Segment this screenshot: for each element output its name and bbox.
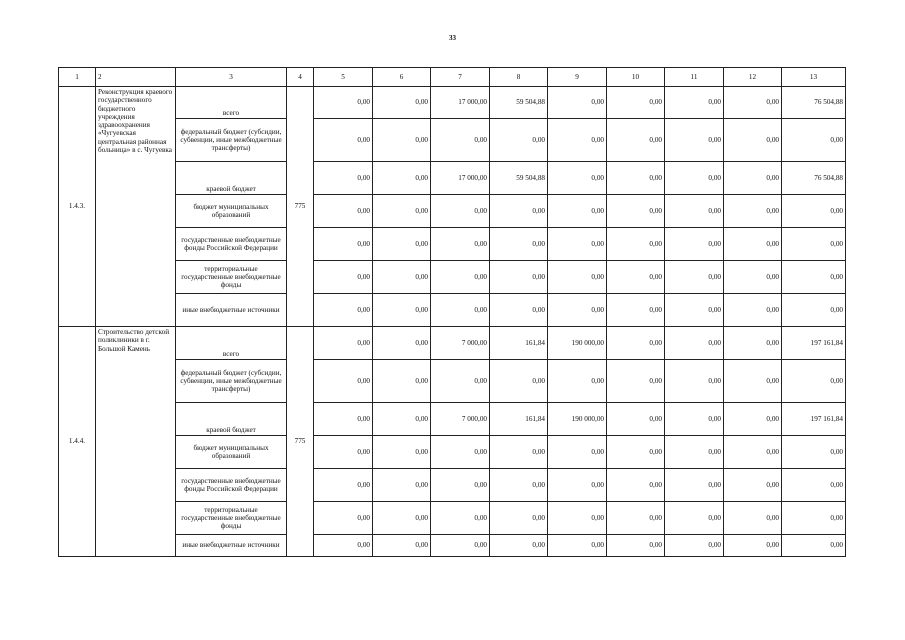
project-name: Реконструкция краевого государственного бюджетного учреждения здравоохранения «Чугуевская центральная районная больница» в с. Чугуевка bbox=[96, 87, 176, 327]
amount-cell: 0,00 bbox=[431, 535, 490, 557]
column-number: 2 bbox=[96, 68, 176, 87]
amount-cell: 0,00 bbox=[665, 87, 724, 119]
amount-cell: 0,00 bbox=[607, 119, 665, 162]
funding-source: государственные внебюджетные фонды Российской Федерации bbox=[176, 469, 287, 502]
amount-cell: 7 000,00 bbox=[431, 403, 490, 436]
amount-cell: 0,00 bbox=[314, 436, 373, 469]
budget-table bbox=[58, 67, 846, 557]
column-number: 13 bbox=[782, 68, 846, 87]
funding-source: всего bbox=[176, 327, 287, 360]
amount-cell: 0,00 bbox=[665, 261, 724, 294]
table-body bbox=[59, 87, 846, 557]
amount-cell: 0,00 bbox=[548, 436, 607, 469]
amount-cell: 0,00 bbox=[607, 327, 665, 360]
amount-cell: 0,00 bbox=[548, 195, 607, 228]
amount-cell: 0,00 bbox=[665, 228, 724, 261]
table-row bbox=[59, 360, 846, 403]
amount-cell: 0,00 bbox=[373, 294, 431, 327]
column-number: 9 bbox=[548, 68, 607, 87]
amount-cell: 0,00 bbox=[607, 195, 665, 228]
amount-cell: 190 000,00 bbox=[548, 403, 607, 436]
amount-cell: 0,00 bbox=[782, 195, 846, 228]
amount-cell: 0,00 bbox=[314, 195, 373, 228]
amount-cell: 0,00 bbox=[431, 360, 490, 403]
column-number: 12 bbox=[724, 68, 782, 87]
amount-cell: 0,00 bbox=[782, 502, 846, 535]
amount-cell: 76 504,88 bbox=[782, 162, 846, 195]
amount-cell: 0,00 bbox=[782, 294, 846, 327]
column-number: 3 bbox=[176, 68, 287, 87]
amount-cell: 59 504,88 bbox=[490, 162, 548, 195]
amount-cell: 0,00 bbox=[373, 327, 431, 360]
amount-cell: 0,00 bbox=[373, 87, 431, 119]
amount-cell: 0,00 bbox=[724, 119, 782, 162]
amount-cell: 0,00 bbox=[373, 502, 431, 535]
funding-source: краевой бюджет bbox=[176, 403, 287, 436]
amount-cell: 0,00 bbox=[782, 228, 846, 261]
amount-cell: 0,00 bbox=[490, 360, 548, 403]
amount-cell: 0,00 bbox=[607, 162, 665, 195]
amount-cell: 0,00 bbox=[314, 294, 373, 327]
table-row bbox=[59, 327, 846, 360]
amount-cell: 0,00 bbox=[782, 360, 846, 403]
amount-cell: 0,00 bbox=[665, 195, 724, 228]
column-number: 7 bbox=[431, 68, 490, 87]
amount-cell: 161,84 bbox=[490, 403, 548, 436]
amount-cell: 0,00 bbox=[724, 228, 782, 261]
amount-cell: 0,00 bbox=[373, 195, 431, 228]
amount-cell: 0,00 bbox=[314, 360, 373, 403]
amount-cell: 0,00 bbox=[490, 294, 548, 327]
amount-cell: 0,00 bbox=[782, 436, 846, 469]
table-row bbox=[59, 403, 846, 436]
amount-cell: 0,00 bbox=[548, 535, 607, 557]
amount-cell: 0,00 bbox=[665, 469, 724, 502]
funding-source: всего bbox=[176, 87, 287, 119]
funding-source: иные внебюджетные источники bbox=[176, 535, 287, 557]
amount-cell: 0,00 bbox=[782, 469, 846, 502]
project-code: 1.4.3. bbox=[59, 87, 96, 327]
amount-cell: 0,00 bbox=[431, 195, 490, 228]
funding-source: государственные внебюджетные фонды Российской Федерации bbox=[176, 228, 287, 261]
amount-cell: 0,00 bbox=[724, 469, 782, 502]
project-code: 1.4.4. bbox=[59, 327, 96, 557]
amount-cell: 0,00 bbox=[490, 469, 548, 502]
amount-cell: 0,00 bbox=[724, 502, 782, 535]
amount-cell: 76 504,88 bbox=[782, 87, 846, 119]
amount-cell: 0,00 bbox=[373, 119, 431, 162]
amount-cell: 0,00 bbox=[724, 261, 782, 294]
amount-cell: 0,00 bbox=[607, 87, 665, 119]
table-row bbox=[59, 87, 846, 119]
amount-cell: 0,00 bbox=[665, 294, 724, 327]
amount-cell: 0,00 bbox=[548, 294, 607, 327]
amount-cell: 0,00 bbox=[373, 360, 431, 403]
table-row bbox=[59, 261, 846, 294]
amount-cell: 0,00 bbox=[724, 360, 782, 403]
amount-cell: 0,00 bbox=[724, 162, 782, 195]
column-number: 8 bbox=[490, 68, 548, 87]
amount-cell: 0,00 bbox=[665, 119, 724, 162]
amount-cell: 7 000,00 bbox=[431, 327, 490, 360]
column-number: 10 bbox=[607, 68, 665, 87]
amount-cell: 0,00 bbox=[314, 162, 373, 195]
funding-source: краевой бюджет bbox=[176, 162, 287, 195]
table-row bbox=[59, 195, 846, 228]
amount-cell: 0,00 bbox=[431, 261, 490, 294]
amount-cell: 0,00 bbox=[607, 403, 665, 436]
amount-cell: 0,00 bbox=[373, 162, 431, 195]
table-row bbox=[59, 119, 846, 162]
amount-cell: 0,00 bbox=[724, 535, 782, 557]
amount-cell: 0,00 bbox=[548, 119, 607, 162]
table-row bbox=[59, 162, 846, 195]
amount-cell: 0,00 bbox=[782, 535, 846, 557]
column-number: 1 bbox=[59, 68, 96, 87]
amount-cell: 0,00 bbox=[607, 502, 665, 535]
amount-cell: 0,00 bbox=[548, 469, 607, 502]
table-row bbox=[59, 469, 846, 502]
amount-cell: 0,00 bbox=[373, 436, 431, 469]
column-number: 6 bbox=[373, 68, 431, 87]
amount-cell: 0,00 bbox=[724, 87, 782, 119]
amount-cell: 0,00 bbox=[314, 535, 373, 557]
amount-cell: 0,00 bbox=[724, 327, 782, 360]
org-code: 775 bbox=[287, 327, 314, 557]
amount-cell: 0,00 bbox=[607, 261, 665, 294]
amount-cell: 0,00 bbox=[490, 436, 548, 469]
amount-cell: 0,00 bbox=[607, 535, 665, 557]
amount-cell: 17 000,00 bbox=[431, 162, 490, 195]
amount-cell: 0,00 bbox=[724, 195, 782, 228]
amount-cell: 0,00 bbox=[548, 228, 607, 261]
funding-source: бюджет муниципальных образований bbox=[176, 195, 287, 228]
amount-cell: 0,00 bbox=[607, 360, 665, 403]
amount-cell: 0,00 bbox=[431, 294, 490, 327]
amount-cell: 0,00 bbox=[490, 502, 548, 535]
amount-cell: 0,00 bbox=[665, 502, 724, 535]
funding-source: бюджет муниципальных образований bbox=[176, 436, 287, 469]
amount-cell: 0,00 bbox=[314, 87, 373, 119]
amount-cell: 0,00 bbox=[548, 162, 607, 195]
amount-cell: 0,00 bbox=[314, 502, 373, 535]
amount-cell: 0,00 bbox=[490, 195, 548, 228]
amount-cell: 0,00 bbox=[373, 403, 431, 436]
amount-cell: 0,00 bbox=[490, 261, 548, 294]
amount-cell: 0,00 bbox=[314, 228, 373, 261]
amount-cell: 0,00 bbox=[607, 294, 665, 327]
amount-cell: 0,00 bbox=[431, 502, 490, 535]
amount-cell: 161,84 bbox=[490, 327, 548, 360]
amount-cell: 0,00 bbox=[314, 403, 373, 436]
funding-source: территориальные государственные внебюджетные фонды bbox=[176, 502, 287, 535]
table-row bbox=[59, 228, 846, 261]
amount-cell: 190 000,00 bbox=[548, 327, 607, 360]
amount-cell: 0,00 bbox=[665, 162, 724, 195]
amount-cell: 0,00 bbox=[431, 228, 490, 261]
amount-cell: 0,00 bbox=[431, 436, 490, 469]
table-row bbox=[59, 535, 846, 557]
table-row bbox=[59, 502, 846, 535]
amount-cell: 0,00 bbox=[373, 261, 431, 294]
amount-cell: 0,00 bbox=[373, 469, 431, 502]
funding-source: иные внебюджетные источники bbox=[176, 294, 287, 327]
amount-cell: 17 000,00 bbox=[431, 87, 490, 119]
amount-cell: 0,00 bbox=[314, 469, 373, 502]
amount-cell: 0,00 bbox=[607, 436, 665, 469]
column-number: 5 bbox=[314, 68, 373, 87]
amount-cell: 0,00 bbox=[724, 436, 782, 469]
amount-cell: 0,00 bbox=[314, 119, 373, 162]
column-number: 11 bbox=[665, 68, 724, 87]
funding-source: территориальные государственные внебюджетные фонды bbox=[176, 261, 287, 294]
amount-cell: 0,00 bbox=[782, 119, 846, 162]
table-row bbox=[59, 294, 846, 327]
amount-cell: 0,00 bbox=[607, 228, 665, 261]
amount-cell: 0,00 bbox=[548, 360, 607, 403]
amount-cell: 0,00 bbox=[373, 535, 431, 557]
amount-cell: 0,00 bbox=[607, 469, 665, 502]
page-number: 33 bbox=[449, 34, 456, 42]
amount-cell: 0,00 bbox=[724, 403, 782, 436]
amount-cell: 0,00 bbox=[724, 294, 782, 327]
amount-cell: 0,00 bbox=[548, 261, 607, 294]
amount-cell: 0,00 bbox=[314, 327, 373, 360]
amount-cell: 197 161,84 bbox=[782, 403, 846, 436]
amount-cell: 0,00 bbox=[665, 535, 724, 557]
column-number: 4 bbox=[287, 68, 314, 87]
amount-cell: 197 161,84 bbox=[782, 327, 846, 360]
amount-cell: 0,00 bbox=[782, 261, 846, 294]
org-code: 775 bbox=[287, 87, 314, 327]
amount-cell: 0,00 bbox=[665, 436, 724, 469]
amount-cell: 0,00 bbox=[431, 119, 490, 162]
funding-source: федеральный бюджет (субсидии, субвенции, иные межбюджетные трансферты) bbox=[176, 360, 287, 403]
funding-source: федеральный бюджет (субсидии, субвенции, иные межбюджетные трансферты) bbox=[176, 119, 287, 162]
amount-cell: 0,00 bbox=[490, 535, 548, 557]
amount-cell: 0,00 bbox=[373, 228, 431, 261]
amount-cell: 59 504,88 bbox=[490, 87, 548, 119]
amount-cell: 0,00 bbox=[314, 261, 373, 294]
amount-cell: 0,00 bbox=[665, 327, 724, 360]
table-row bbox=[59, 436, 846, 469]
amount-cell: 0,00 bbox=[665, 403, 724, 436]
amount-cell: 0,00 bbox=[490, 228, 548, 261]
amount-cell: 0,00 bbox=[490, 119, 548, 162]
column-number-row bbox=[59, 68, 846, 87]
project-name: Строительство детской поликлиники в г. Большой Камень bbox=[96, 327, 176, 557]
amount-cell: 0,00 bbox=[431, 469, 490, 502]
amount-cell: 0,00 bbox=[665, 360, 724, 403]
amount-cell: 0,00 bbox=[548, 502, 607, 535]
amount-cell: 0,00 bbox=[548, 87, 607, 119]
